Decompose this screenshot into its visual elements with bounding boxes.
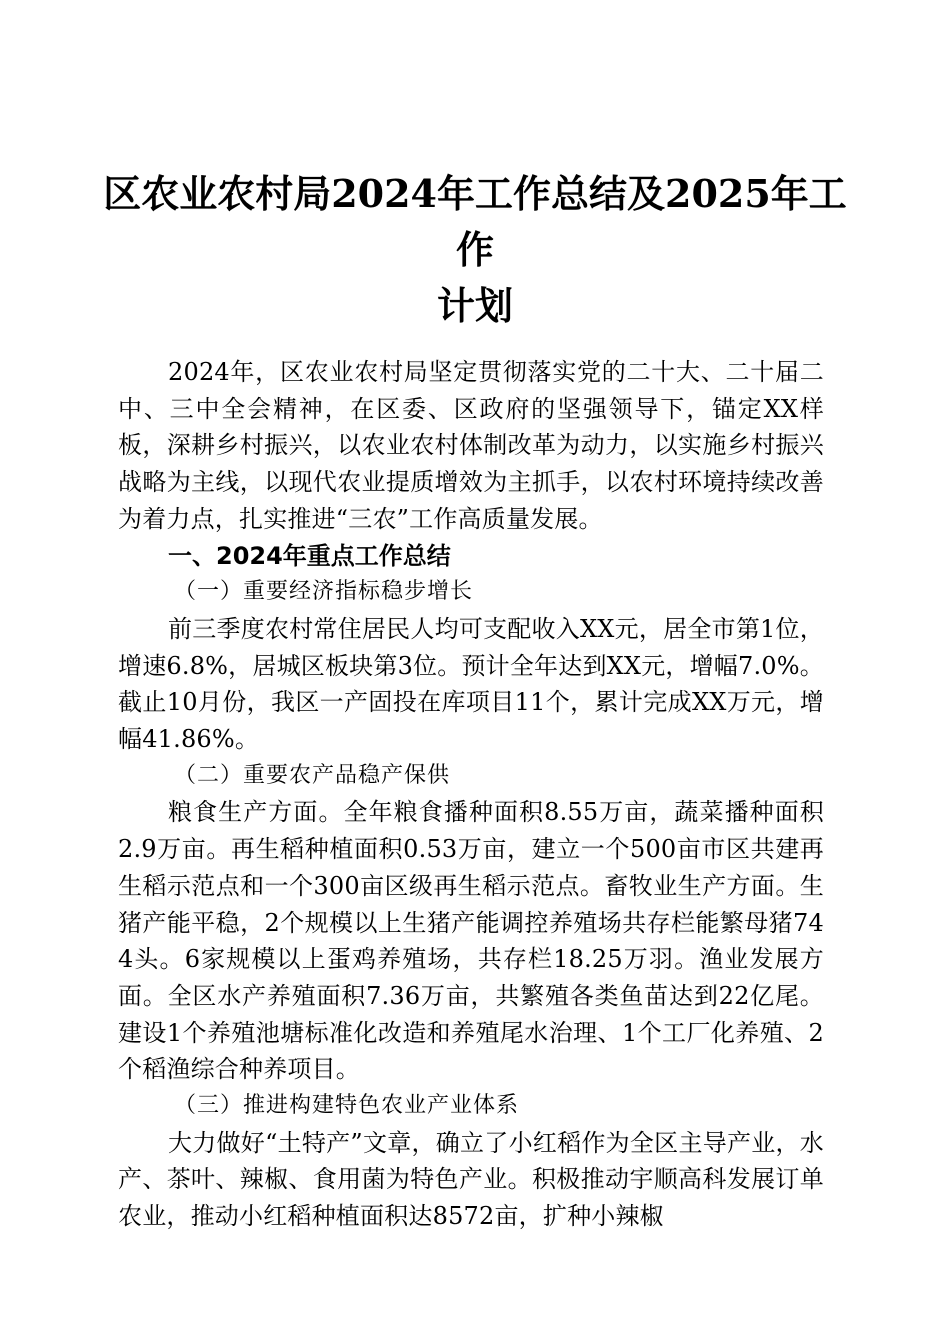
subsection-heading-1: （一）重要经济指标稳步增长 xyxy=(174,579,474,605)
document-body xyxy=(118,354,824,1235)
subsection-paragraph-1: 前三季度农村常住居民人均可支配收入XX元，居全市第1位，增速6.8%，居城区板块第3位。预计全年达到XX元，增幅7.0%。截止10月份，我区一产固投在库项目11个，累计完成XX万元，增幅41.86%。 xyxy=(118,614,824,754)
title-line-1: 区农业农村局2024年工作总结及2025年工作 xyxy=(103,171,847,272)
intro-paragraph: 2024年，区农业农村局坚定贯彻落实党的二十大、二十届二中、三中全会精神，在区委、区政府的坚强领导下，锚定XX样板，深耕乡村振兴，以农业农村体制改革为动力，以实施乡村振兴战略为主线，以现代农业提质增效为主抓手，以农村环境持续改善为着力点，扎实推进“三农”工作高质量发展。 xyxy=(118,358,824,533)
subsection-paragraph-3: 大力做好“土特产”文章，确立了小红稻作为全区主导产业，水产、茶叶、辣椒、食用菌为特色产业。积极推动宇顺高科发展订单农业，推动小红稻种植面积达8572亩，扩种小辣椒 xyxy=(118,1128,824,1231)
subsection-heading-3: （三）推进构建特色农业产业体系 xyxy=(174,1093,520,1119)
subsection-paragraph-2: 粮食生产方面。全年粮食播种面积8.55万亩，蔬菜播种面积2.9万亩。再生稻种植面积0.53万亩，建立一个500亩市区共建再生稻示范点和一个300亩区级再生稻示范点。畜牧业生产方面。生猪产能平稳，2个规模以上生猪产能调控养殖场共存栏能繁母猪744头。6家规模以上蛋鸡养殖场，共存栏18.25万羽。渔业发展方面。全区水产养殖面积7.36万亩，共繁殖各类鱼苗达到22亿尾。建设1个养殖池塘标准化改造和养殖尾水治理、1个工厂化养殖、2个稻渔综合种养项目。 xyxy=(118,798,824,1084)
title-line-2: 计划 xyxy=(436,283,513,328)
section-heading-1: 一、2024年重点工作总结 xyxy=(168,541,451,570)
subsection-heading-2: （二）重要农产品稳产保供 xyxy=(174,762,451,788)
document-title xyxy=(100,166,850,334)
